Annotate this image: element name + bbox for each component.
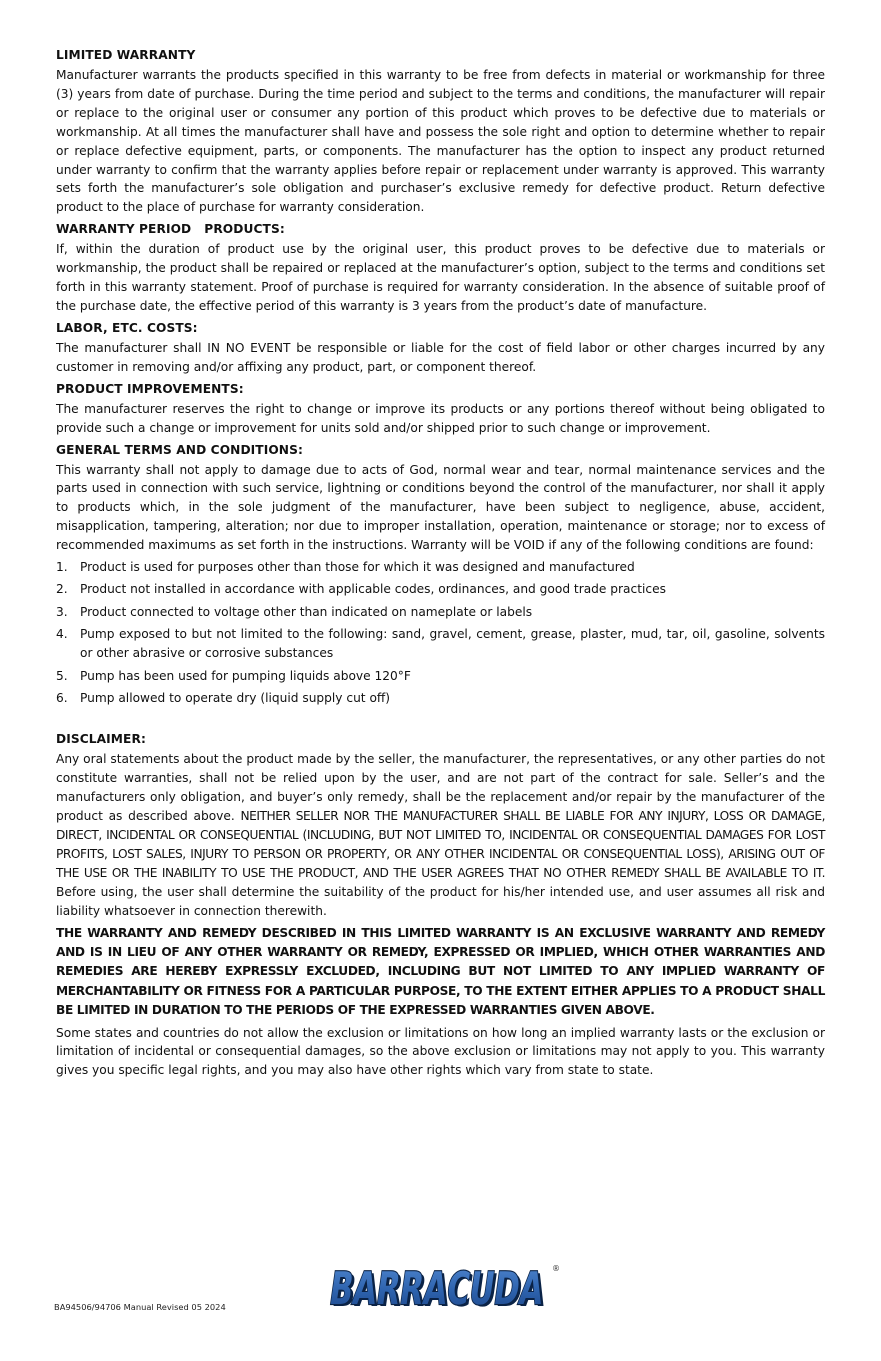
exclusive-warranty-statement: THE WARRANTY AND REMEDY DESCRIBED IN THIS LIMITED WARRANTY IS AN EXCLUSIVE WARRANTY AND REMEDY AND IS IN LIEU OF ANY OTHER WARRANTY OR REMEDY, EXPRESSED OR IMPLIED, WHICH OTHER WARRANTIES AND REMEDIES ARE HEREBY EXPRESSLY EXCLUDED, INCLUDING BUT NOT LIMITED TO ANY IMPLIED WARRANTY OF MERCHANTABILITY OR FITNESS FOR A PARTICULAR PURPOSE, TO THE EXTENT EITHER APPLIES TO A PRODUCT SHALL BE LIMITED IN DURATION TO THE PERIODS OF THE EXPRESSED WARRANTIES GIVEN ABOVE. bbox=[56, 925, 825, 1018]
void-condition-item bbox=[56, 667, 825, 686]
void-condition-number: 5. bbox=[56, 668, 68, 683]
warranty-document bbox=[56, 46, 825, 1083]
general-terms-heading: GENERAL TERMS AND CONDITIONS: bbox=[56, 442, 303, 457]
void-condition-text: Product is used for purposes other than those for which it was designed and manufactured bbox=[80, 560, 635, 575]
product-improvements-heading: PRODUCT IMPROVEMENTS: bbox=[56, 381, 244, 396]
product-improvements-body: The manufacturer reserves the right to change or improve its products or any portions thereof without being obligated to provide such a change or improvement for units sold and/or shipped prior to such change or improvement. bbox=[56, 401, 825, 435]
disclaimer-tail: Before using, the user shall determine the suitability of the product for his/her intended use, and user assumes all risk and liability whatsoever in connection therewith. bbox=[56, 884, 825, 918]
manual-revision-note: BA94506/94706 Manual Revised 05 2024 bbox=[54, 1302, 226, 1312]
limited-warranty-body: Manufacturer warrants the products specified in this warranty to be free from defects in material or workmanship for three (3) years from date of purchase. During the time period and subject to the terms and conditions, the manufacturer will repair or replace to the original user or consumer any portion of this product which proves to be defective due to materials or workmanship. At all times the manufacturer shall have and possess the sole right and option to determine whether to repair or replace defective equipment, parts, or components. The manufacturer has the option to inspect any product returned under warranty to confirm that the warranty applies before repair or replacement under warranty is approved. This warranty sets forth the manufacturer’s sole obligation and purchaser’s exclusive remedy for defective product. Return defective product to the place of purchase for warranty consideration. bbox=[56, 68, 825, 215]
void-condition-item bbox=[56, 689, 825, 708]
void-condition-text: Product connected to voltage other than indicated on nameplate or labels bbox=[80, 604, 533, 619]
labor-costs-body: The manufacturer shall IN NO EVENT be responsible or liable for the cost of field labor or other charges incurred by any customer in removing and/or affixing any product, part, or component thereof. bbox=[56, 340, 825, 374]
void-condition-text: Product not installed in accordance with applicable codes, ordinances, and good trade practices bbox=[80, 582, 666, 597]
logo-wordmark: BARRACUDA bbox=[326, 1262, 562, 1310]
void-conditions-list bbox=[56, 558, 825, 708]
void-condition-number: 4. bbox=[56, 627, 68, 642]
limited-warranty-heading: LIMITED WARRANTY bbox=[56, 48, 196, 62]
void-condition-number: 6. bbox=[56, 690, 68, 705]
barracuda-logo bbox=[326, 1258, 562, 1310]
labor-costs-heading: LABOR, ETC. COSTS: bbox=[56, 320, 198, 335]
registered-mark: ® bbox=[552, 1264, 560, 1273]
state-rights-statement: Some states and countries do not allow the exclusion or limitations on how long an implied warranty lasts or the exclusion or limitation of incidental or consequential damages, so the above exclusion or limitations may not apply to you. This warranty gives you specific legal rights, and you may also have other rights which vary from state to state. bbox=[56, 1025, 825, 1078]
warranty-period-body: If, within the duration of product use by the original user, this product proves to be defective due to materials or workmanship, the product shall be repaired or replaced at the manufacturer’s option, subject to the terms and conditions set forth in this warranty statement. Proof of purchase is required for warranty consideration. In the absence of suitable proof of the purchase date, the effective period of this warranty is 3 years from the product’s date of manufacture. bbox=[56, 242, 825, 313]
void-condition-item bbox=[56, 580, 825, 599]
logo-shadow-text: BARRACUDA bbox=[329, 1264, 562, 1310]
disclaimer-body bbox=[56, 750, 825, 920]
void-condition-number: 1. bbox=[56, 560, 68, 575]
disclaimer-heading: DISCLAIMER: bbox=[56, 732, 146, 747]
disclaimer-liability-caps: NEITHER SELLER NOR THE MANUFACTURER SHALL BE LIABLE FOR ANY INJURY, LOSS OR DAMAGE, DIRECT, INCIDENTAL OR CONSEQUENTIAL (INCLUDING, BUT NOT LIMITED TO, INCIDENTAL OR CONSEQUENTIAL DAMAGES FOR LOST PROFITS, LOST SALES, INJURY TO PERSON OR PROPERTY, OR ANY OTHER INCIDENTAL OR CONSEQUENTIAL LOSS), ARISING OUT OF THE USE OR THE INABILITY TO USE THE PRODUCT, AND THE USER AGREES THAT NO OTHER REMEDY SHALL BE AVAILABLE TO IT. bbox=[56, 809, 826, 880]
disclaimer-lead: Any oral statements about the product made by the seller, the manufacturer, the representatives, or any other parties do not constitute warranties, shall not be relied upon by the user, and are not part of the contract for sale. Seller’s and the manufacturers only obligation, and buyer’s only remedy, shall be the replacement and/or repair by the manufacturer of the product as described above. bbox=[56, 752, 825, 824]
warranty-period-heading: WARRANTY PERIOD PRODUCTS: bbox=[56, 222, 285, 237]
void-condition-text: Pump allowed to operate dry (liquid supply cut off) bbox=[80, 690, 391, 705]
section-spacer bbox=[56, 711, 825, 730]
void-condition-text: Pump has been used for pumping liquids above 120°F bbox=[80, 668, 411, 683]
void-condition-item bbox=[56, 603, 825, 622]
general-terms-body: This warranty shall not apply to damage due to acts of God, normal wear and tear, normal maintenance services and the parts used in connection with such service, lightning or conditions beyond the control of the manufacturer, nor shall it apply to products which, in the sole judgment of the manufacturer, have been subject to negligence, abuse, accident, misapplication, tampering, alteration; nor due to improper installation, operation, maintenance or storage; nor to excess of recommended maximums as set forth in the instructions. Warranty will be VOID if any of the following conditions are found: bbox=[56, 462, 825, 553]
void-condition-item bbox=[56, 625, 825, 663]
void-condition-number: 2. bbox=[56, 582, 68, 597]
void-condition-item bbox=[56, 558, 825, 577]
void-condition-number: 3. bbox=[56, 604, 68, 619]
barracuda-logo-graphic bbox=[326, 1258, 562, 1310]
void-condition-text: Pump exposed to but not limited to the following: sand, gravel, cement, grease, plaster, mud, tar, oil, gasoline, solvents or other abrasive or corrosive substances bbox=[80, 627, 825, 661]
